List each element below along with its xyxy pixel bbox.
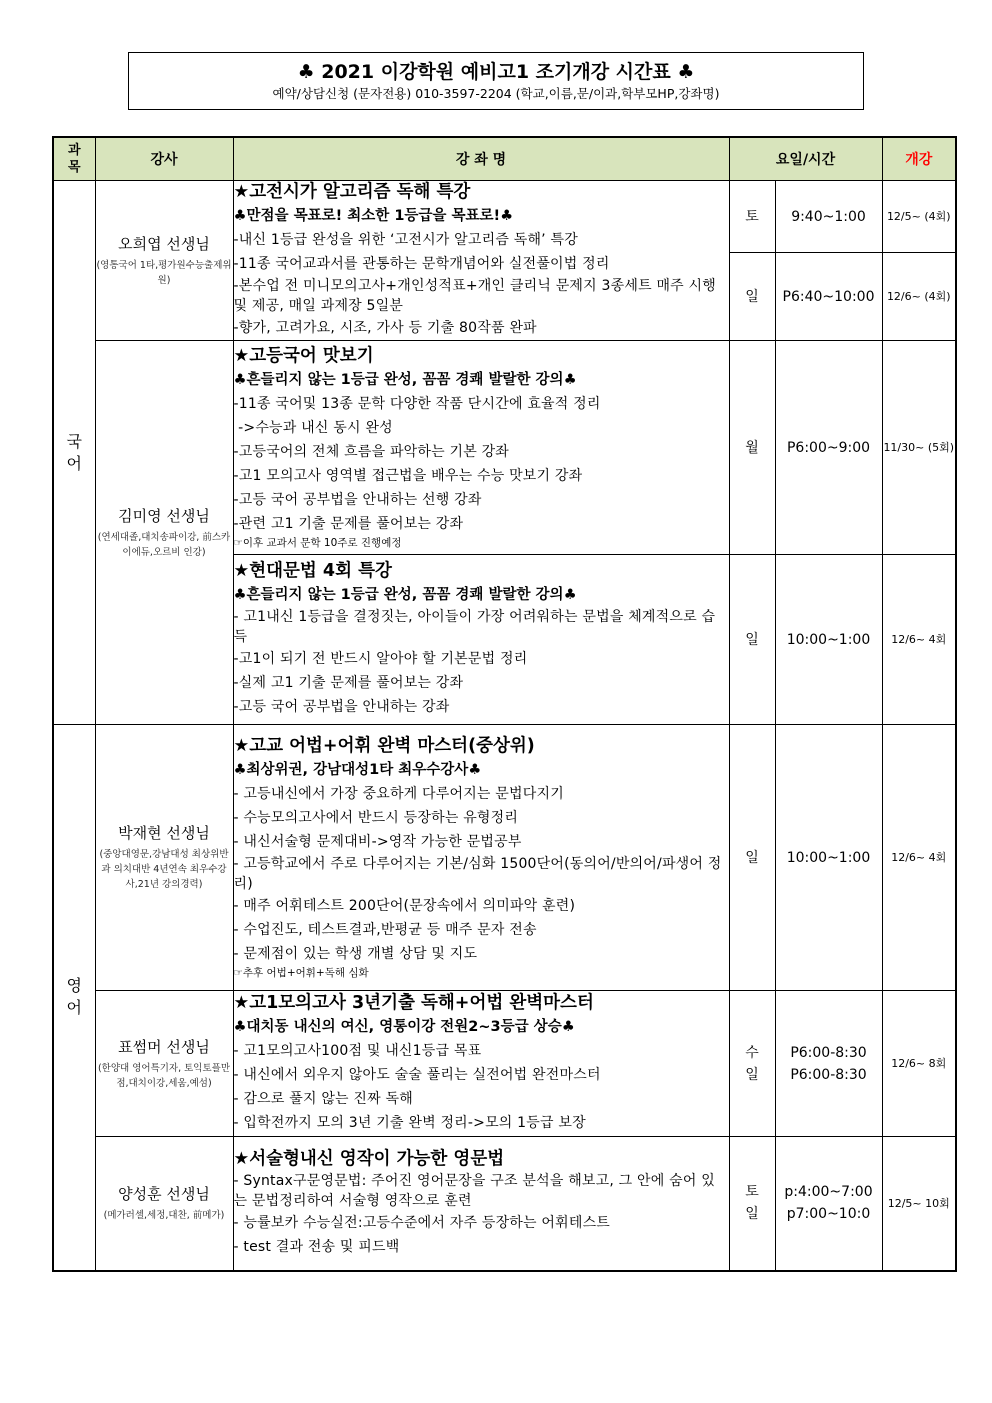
teacher-name: 표썸머 선생님: [118, 1037, 210, 1056]
course-line: - 능률보카 수능실전:고등수준에서 자주 등장하는 어휘테스트: [233, 1214, 611, 1231]
course-line: ->수능과 내신 동시 완성: [233, 420, 393, 436]
course-title: ★현대문법 4회 특강: [233, 561, 392, 581]
day-label: 토: [745, 1184, 759, 1201]
subject-korean: [53, 181, 95, 725]
time-label: p7:00~10:0: [786, 1206, 871, 1223]
day-label: 일: [745, 1206, 759, 1223]
course-line: - 고등학교에서 주로 다루어지는 기본/심화 1500단어(동의어/반의어/파생어 정리): [233, 856, 722, 892]
teacher-name: 양성훈 선생님: [118, 1184, 210, 1203]
header-schedule: 요일/시간: [729, 137, 882, 181]
course-title: ★서술형내신 영작이 가능한 영문법: [233, 1148, 505, 1169]
course-line: - 수업진도, 테스트결과,반평균 등 매주 문자 전송: [233, 922, 537, 938]
teacher-desc: (메가러셀,세정,대찬, 前메가): [103, 1209, 225, 1221]
course-slogan: ♣흔들리지 않는 1등급 완성, 꼼꼼 경쾌 발랄한 강의♣: [233, 372, 577, 388]
day-cell: 일: [729, 253, 775, 341]
day-cell: [729, 1137, 775, 1271]
course-slogan: ♣흔들리지 않는 1등급 완성, 꼼꼼 경쾌 발랄한 강의♣: [233, 587, 577, 603]
course-line: -향가, 고려가요, 시조, 가사 등 기출 80작품 완파: [233, 320, 537, 336]
teacher-name: 김미영 선생님: [118, 506, 210, 525]
start-cell: 11/30~ (5회): [882, 341, 956, 555]
start-cell: 12/6~ (4회): [882, 253, 956, 341]
course-cell: [233, 1137, 729, 1271]
course-line: -실제 고1 기출 문제를 풀어보는 강좌: [233, 675, 464, 691]
time-cell: 10:00~1:00: [775, 555, 882, 725]
title-box: [128, 52, 864, 110]
course-line: - 문제점이 있는 학생 개별 상담 및 지도: [233, 946, 478, 962]
time-cell: P6:00~9:00: [775, 341, 882, 555]
course-cell: [233, 725, 729, 991]
header-teacher: 강사: [95, 137, 233, 181]
course-line: - Syntax구문영문법: 주어진 영어문장을 구조 분석을 해보고, 그 안에 숨어 있는 문법정리하여 서술형 영작으로 훈련: [233, 1172, 715, 1209]
teacher-cell: [95, 991, 233, 1137]
time-cell: [775, 991, 882, 1137]
teacher-desc: (연세대졸,대치송파이강, 前스카이에듀,오르비 인강): [97, 531, 231, 558]
time-label: p:4:00~7:00: [784, 1184, 873, 1201]
subject-english-label: 영어: [66, 976, 82, 1018]
course-line: - 고1내신 1등급을 결정짓는, 아이들이 가장 어려워하는 문법을 체계적으로 습득: [233, 609, 716, 645]
course-note: ☞이후 교과서 문학 10주로 진행예정: [233, 537, 402, 549]
course-line: - 입학전까지 모의 3년 기출 완벽 정리->모의 1등급 보장: [233, 1115, 586, 1131]
course-line: - 매주 어휘테스트 200단어(문장속에서 의미파악 훈련): [233, 898, 576, 914]
teacher-cell: [95, 341, 233, 725]
day-cell: 일: [729, 555, 775, 725]
teacher-cell: [95, 725, 233, 991]
page-subtitle: 예약/상담신청 (문자전용) 010-3597-2204 (학교,이름,문/이과,학부모HP,강좌명): [272, 86, 720, 101]
table-row: [53, 181, 956, 253]
course-line: -고등 국어 공부법을 안내하는 선행 강좌: [233, 492, 482, 508]
course-cell: [233, 341, 729, 555]
time-cell: 9:40~1:00: [775, 181, 882, 253]
teacher-desc: (영통국어 1타,평가원수능출제위원): [96, 259, 232, 286]
start-cell: 12/6~ 8회: [882, 991, 956, 1137]
course-line: - 고등내신에서 가장 중요하게 다루어지는 문법다지기: [233, 786, 564, 802]
course-slogan: ♣최상위권, 강남대성1타 최우수강사♣: [233, 762, 482, 778]
schedule-table: [52, 136, 957, 1272]
course-line: - 감으로 풀지 않는 진짜 독해: [233, 1091, 413, 1107]
course-line: - 내신서술형 문제대비->영작 가능한 문법공부: [233, 834, 522, 850]
day-cell: [729, 991, 775, 1137]
course-line: - test 결과 전송 및 피드백: [233, 1238, 400, 1255]
start-cell: 12/6~ 4회: [882, 555, 956, 725]
course-line: - 내신에서 외우지 않아도 술술 풀리는 실전어법 완전마스터: [233, 1067, 601, 1083]
teacher-name: 박재현 선생님: [118, 824, 210, 842]
time-cell: P6:40~10:00: [775, 253, 882, 341]
table-row: [53, 725, 956, 991]
course-line: -11종 국어및 13종 문학 다양한 작품 단시간에 효율적 정리: [233, 396, 601, 412]
table-header-row: [53, 137, 956, 181]
course-line: -고등 국어 공부법을 안내하는 강좌: [233, 699, 450, 715]
teacher-cell: [95, 181, 233, 341]
course-cell: [233, 181, 729, 341]
course-line: -본수업 전 미니모의고사+개인성적표+개인 클리닉 문제지 3종세트 매주 시행 및 제공, 매일 과제장 5일분: [233, 278, 716, 314]
course-line: -11종 국어교과서를 관통하는 문학개념어와 실전풀이법 정리: [233, 256, 610, 272]
course-line: -고등국어의 전체 흐름을 파악하는 기본 강좌: [233, 444, 510, 460]
course-slogan: ♣만점을 목표로! 최소한 1등급을 목표로!♣: [233, 208, 514, 224]
subject-korean-label: 국어: [66, 431, 82, 473]
header-start: 개강: [882, 137, 956, 181]
course-title: ★고등국어 맛보기: [233, 346, 374, 366]
header-subject: [53, 137, 95, 181]
teacher-desc: (한양대 영어특기자, 토익토플만점,대치이강,세움,예섬): [97, 1062, 231, 1089]
course-cell: [233, 555, 729, 725]
start-cell: 12/6~ 4회: [882, 725, 956, 991]
table-row: [53, 341, 956, 555]
course-line: - 수능모의고사에서 반드시 등장하는 유형정리: [233, 810, 519, 826]
day-cell: 월: [729, 341, 775, 555]
course-line: -관련 고1 기출 문제를 풀어보는 강좌: [233, 516, 464, 532]
course-note: ☞추후 어법+어휘+독해 심화: [233, 967, 369, 979]
time-cell: 10:00~1:00: [775, 725, 882, 991]
header-subject-label: 과목: [67, 143, 81, 175]
course-line: -내신 1등급 완성을 위한 ‘고전시가 알고리즘 독해’ 특강: [233, 232, 578, 248]
start-cell: 12/5~ 10회: [882, 1137, 956, 1271]
table-row: [53, 1137, 956, 1271]
teacher-desc: (중앙대영문,강남대성 최상위반과 의치대반 4년연속 최우수강사,21년 강의경력): [99, 849, 229, 890]
course-title: ★고1모의고사 3년기출 독해+어법 완벽마스터: [233, 993, 594, 1013]
teacher-cell: [95, 1137, 233, 1271]
time-cell: [775, 1137, 882, 1271]
header-course: 강 좌 명: [233, 137, 729, 181]
subject-english: [53, 725, 95, 1271]
table-row: [53, 991, 956, 1137]
course-title: ★고교 어법+어휘 완벽 마스터(중상위): [233, 736, 535, 756]
day-cell: 일: [729, 725, 775, 991]
page-title: ♣ 2021 이강학원 예비고1 조기개강 시간표 ♣: [297, 61, 695, 83]
course-slogan: ♣대치동 내신의 여신, 영통이강 전원2~3등급 상승♣: [233, 1019, 575, 1035]
course-title: ★고전시가 알고리즘 독해 특강: [233, 182, 471, 202]
time-label: P6:00-8:30: [790, 1044, 867, 1061]
day-label: 일: [745, 1066, 759, 1083]
course-cell: [233, 991, 729, 1137]
course-line: - 고1모의고사100점 및 내신1등급 목표: [233, 1043, 482, 1059]
time-label: P6:00-8:30: [790, 1066, 867, 1083]
day-label: 수: [745, 1044, 759, 1061]
day-cell: 토: [729, 181, 775, 253]
course-line: -고1이 되기 전 반드시 알아야 할 기본문법 정리: [233, 651, 528, 667]
start-cell: 12/5~ (4회): [882, 181, 956, 253]
course-line: -고1 모의고사 영역별 접근법을 배우는 수능 맛보기 강좌: [233, 468, 583, 484]
teacher-name: 오희엽 선생님: [118, 234, 210, 253]
